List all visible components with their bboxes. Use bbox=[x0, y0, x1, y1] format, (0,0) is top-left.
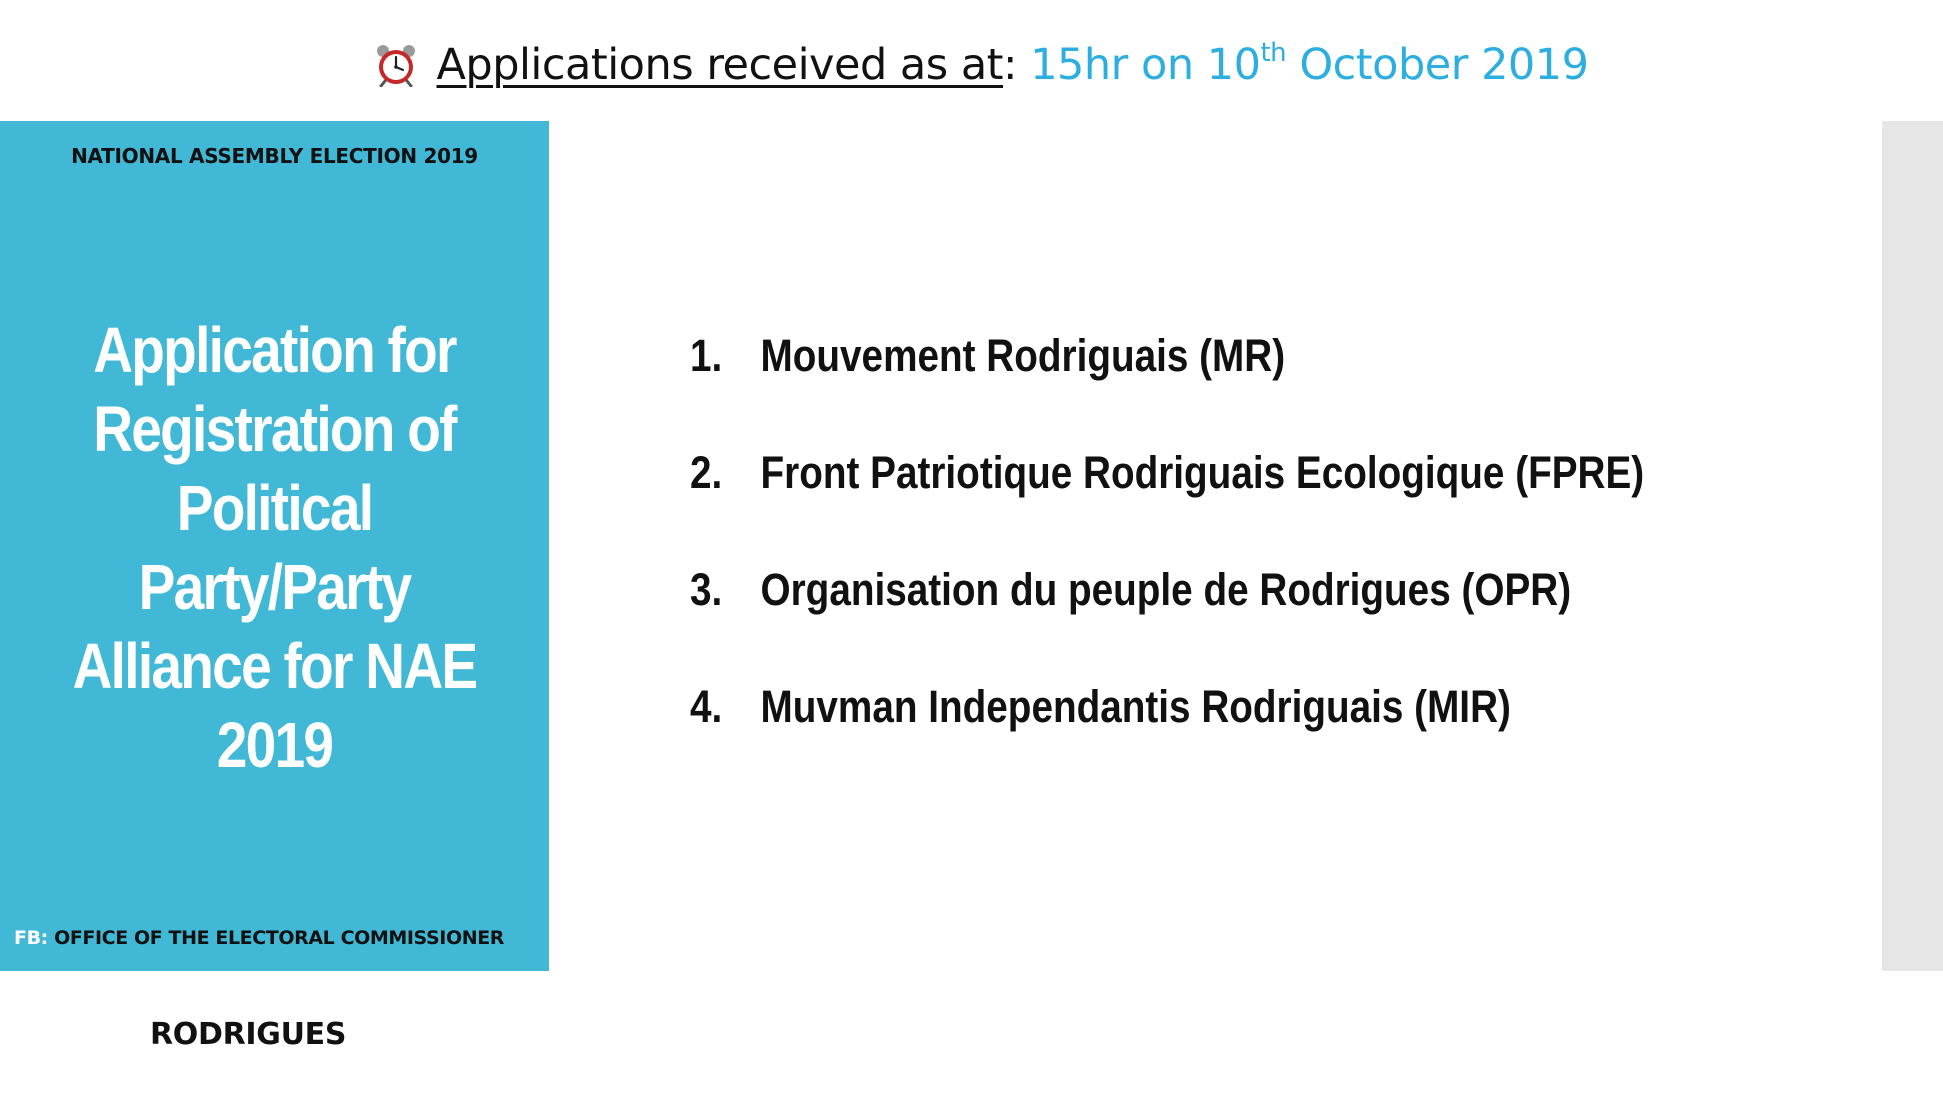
party-name: Organisation du peuple de Rodrigues (OPR) bbox=[760, 564, 1572, 615]
title-main: Applications received as at bbox=[436, 39, 1004, 90]
panel-caption: RODRIGUES bbox=[150, 1017, 347, 1052]
header-inner bbox=[374, 37, 1589, 90]
party-name: Muvman Independantis Rodriguais (MIR) bbox=[760, 681, 1511, 732]
party-number: 2. bbox=[690, 447, 723, 498]
heading-line: Registration of bbox=[93, 393, 456, 465]
facebook-credit bbox=[14, 927, 504, 949]
party-name: Front Patriotique Rodriguais Ecologique (FPRE) bbox=[760, 447, 1645, 498]
application-panel bbox=[0, 121, 549, 971]
fb-label: FB: bbox=[14, 927, 55, 949]
title-date: October 2019 bbox=[1286, 39, 1589, 90]
party-number: 1. bbox=[690, 330, 723, 381]
party-item bbox=[690, 564, 1644, 681]
slide-header bbox=[0, 30, 1943, 100]
title-separator: : bbox=[1003, 39, 1031, 90]
party-item bbox=[690, 330, 1644, 447]
party-name: Mouvement Rodriguais (MR) bbox=[760, 330, 1286, 381]
title-ordinal: th bbox=[1260, 37, 1287, 68]
alarm-clock-icon bbox=[374, 43, 418, 87]
title-time: 15hr on 10 bbox=[1030, 39, 1261, 90]
heading-line: 2019 bbox=[216, 709, 333, 781]
fb-text: OFFICE OF THE ELECTORAL COMMISSIONER bbox=[54, 927, 505, 949]
party-list bbox=[690, 330, 1800, 798]
heading-line: Alliance for NAE bbox=[72, 630, 477, 702]
party-number: 3. bbox=[690, 564, 723, 615]
party-item bbox=[690, 681, 1644, 798]
party-number: 4. bbox=[690, 681, 723, 732]
header-title bbox=[436, 37, 1589, 90]
heading-line: Application for bbox=[93, 314, 456, 386]
side-strip bbox=[1882, 121, 1943, 971]
election-label: NATIONAL ASSEMBLY ELECTION 2019 bbox=[71, 144, 478, 168]
panel-heading bbox=[38, 311, 510, 785]
heading-line: Party/Party bbox=[138, 551, 411, 623]
heading-line: Political bbox=[176, 472, 373, 544]
party-item bbox=[690, 447, 1644, 564]
